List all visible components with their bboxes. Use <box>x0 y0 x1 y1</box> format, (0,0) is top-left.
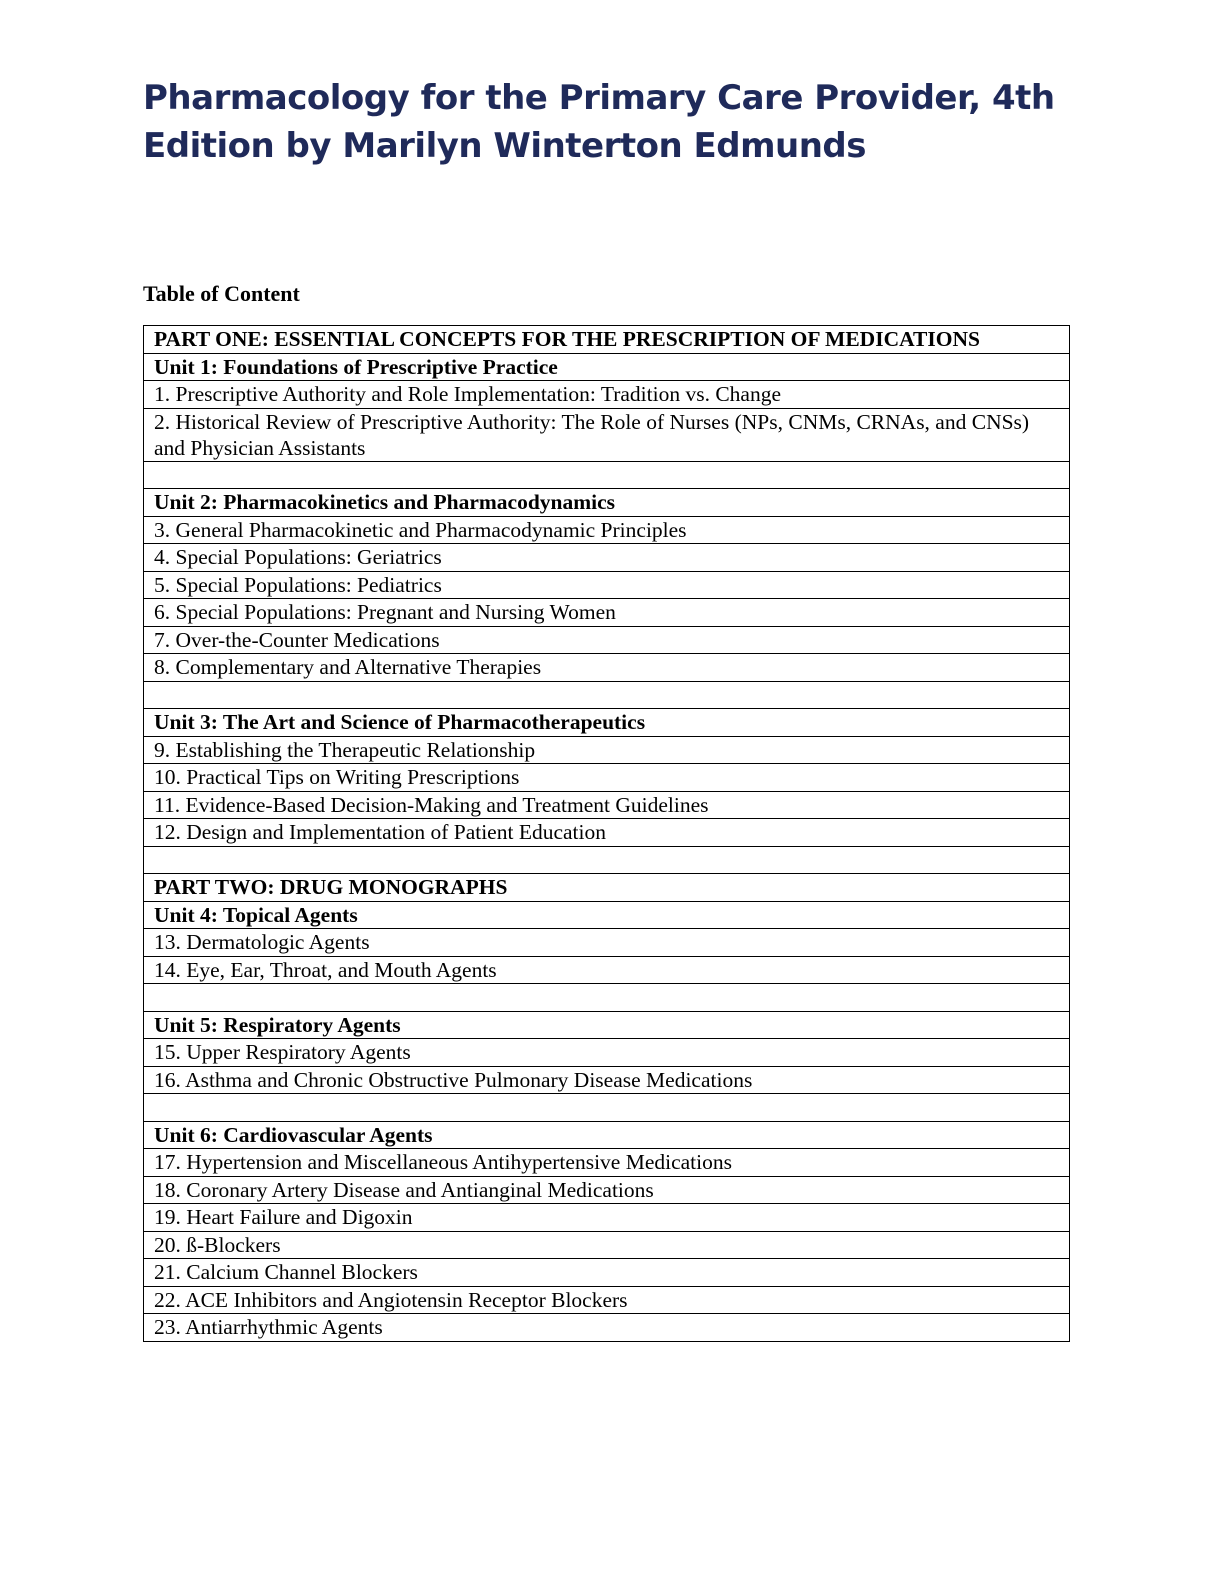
toc-chapter-row <box>144 516 1070 544</box>
toc-chapter-row <box>144 544 1070 572</box>
toc-unit-row <box>144 709 1070 737</box>
toc-cell: 11. Evidence-Based Decision-Making and Treatment Guidelines <box>144 791 1070 819</box>
toc-cell: 8. Complementary and Alternative Therapies <box>144 654 1070 682</box>
toc-cell <box>144 846 1070 874</box>
toc-chapter-row <box>144 929 1070 957</box>
toc-cell: 4. Special Populations: Geriatrics <box>144 544 1070 572</box>
toc-cell: 15. Upper Respiratory Agents <box>144 1039 1070 1067</box>
toc-chapter-row <box>144 791 1070 819</box>
toc-cell: 14. Eye, Ear, Throat, and Mouth Agents <box>144 956 1070 984</box>
toc-chapter-row <box>144 1149 1070 1177</box>
toc-cell: 17. Hypertension and Miscellaneous Antihypertensive Medications <box>144 1149 1070 1177</box>
toc-part-row <box>144 874 1070 902</box>
toc-cell: 3. General Pharmacokinetic and Pharmacodynamic Principles <box>144 516 1070 544</box>
toc-chapter-row <box>144 736 1070 764</box>
toc-cell: PART TWO: DRUG MONOGRAPHS <box>144 874 1070 902</box>
toc-chapter-row <box>144 408 1070 461</box>
toc-chapter-row <box>144 1066 1070 1094</box>
toc-cell: 5. Special Populations: Pediatrics <box>144 571 1070 599</box>
toc-blank-row <box>144 846 1070 874</box>
toc-cell: Unit 6: Cardiovascular Agents <box>144 1121 1070 1149</box>
toc-chapter-row <box>144 1259 1070 1287</box>
toc-unit-row <box>144 901 1070 929</box>
toc-chapter-row <box>144 654 1070 682</box>
toc-cell: 13. Dermatologic Agents <box>144 929 1070 957</box>
document-title: Pharmacology for the Primary Care Provider, 4th Edition by Marilyn Winterton Edmunds <box>143 78 1055 166</box>
toc-cell <box>144 461 1070 489</box>
toc-cell: Unit 1: Foundations of Prescriptive Practice <box>144 353 1070 381</box>
toc-blank-row <box>144 1094 1070 1122</box>
toc-chapter-row <box>144 1286 1070 1314</box>
toc-chapter-row <box>144 1176 1070 1204</box>
toc-cell: 2. Historical Review of Prescriptive Authority: The Role of Nurses (NPs, CNMs, CRNAs, and CNSs) and Physician Assistants <box>144 408 1070 461</box>
toc-cell: 20. ß-Blockers <box>144 1231 1070 1259</box>
toc-body <box>144 326 1070 1342</box>
toc-chapter-row <box>144 956 1070 984</box>
toc-cell: 23. Antiarrhythmic Agents <box>144 1314 1070 1342</box>
toc-cell <box>144 681 1070 709</box>
toc-cell: PART ONE: ESSENTIAL CONCEPTS FOR THE PRESCRIPTION OF MEDICATIONS <box>144 326 1070 354</box>
toc-chapter-row <box>144 626 1070 654</box>
toc-cell: 6. Special Populations: Pregnant and Nursing Women <box>144 599 1070 627</box>
toc-chapter-row <box>144 1204 1070 1232</box>
toc-table <box>143 325 1070 1342</box>
toc-cell: Unit 3: The Art and Science of Pharmacotherapeutics <box>144 709 1070 737</box>
toc-heading: Table of Content <box>143 281 300 306</box>
toc-unit-row <box>144 489 1070 517</box>
toc-chapter-row <box>144 1039 1070 1067</box>
toc-chapter-row <box>144 819 1070 847</box>
toc-blank-row <box>144 461 1070 489</box>
toc-cell: 10. Practical Tips on Writing Prescriptions <box>144 764 1070 792</box>
toc-cell: Unit 2: Pharmacokinetics and Pharmacodynamics <box>144 489 1070 517</box>
toc-unit-row <box>144 1121 1070 1149</box>
toc-cell: Unit 4: Topical Agents <box>144 901 1070 929</box>
toc-unit-row <box>144 1011 1070 1039</box>
toc-cell: 16. Asthma and Chronic Obstructive Pulmonary Disease Medications <box>144 1066 1070 1094</box>
toc-cell: Unit 5: Respiratory Agents <box>144 1011 1070 1039</box>
toc-cell: 12. Design and Implementation of Patient Education <box>144 819 1070 847</box>
toc-part-row <box>144 326 1070 354</box>
toc-unit-row <box>144 353 1070 381</box>
toc-chapter-row <box>144 764 1070 792</box>
toc-chapter-row <box>144 1231 1070 1259</box>
toc-chapter-row <box>144 599 1070 627</box>
toc-cell: 18. Coronary Artery Disease and Antianginal Medications <box>144 1176 1070 1204</box>
toc-chapter-row <box>144 1314 1070 1342</box>
toc-blank-row <box>144 681 1070 709</box>
toc-chapter-row <box>144 571 1070 599</box>
toc-cell <box>144 1094 1070 1122</box>
toc-chapter-row <box>144 381 1070 409</box>
toc-cell: 22. ACE Inhibitors and Angiotensin Receptor Blockers <box>144 1286 1070 1314</box>
toc-blank-row <box>144 984 1070 1012</box>
toc-cell: 9. Establishing the Therapeutic Relationship <box>144 736 1070 764</box>
toc-cell: 7. Over-the-Counter Medications <box>144 626 1070 654</box>
toc-cell: 1. Prescriptive Authority and Role Implementation: Tradition vs. Change <box>144 381 1070 409</box>
toc-cell: 19. Heart Failure and Digoxin <box>144 1204 1070 1232</box>
toc-cell <box>144 984 1070 1012</box>
toc-cell: 21. Calcium Channel Blockers <box>144 1259 1070 1287</box>
